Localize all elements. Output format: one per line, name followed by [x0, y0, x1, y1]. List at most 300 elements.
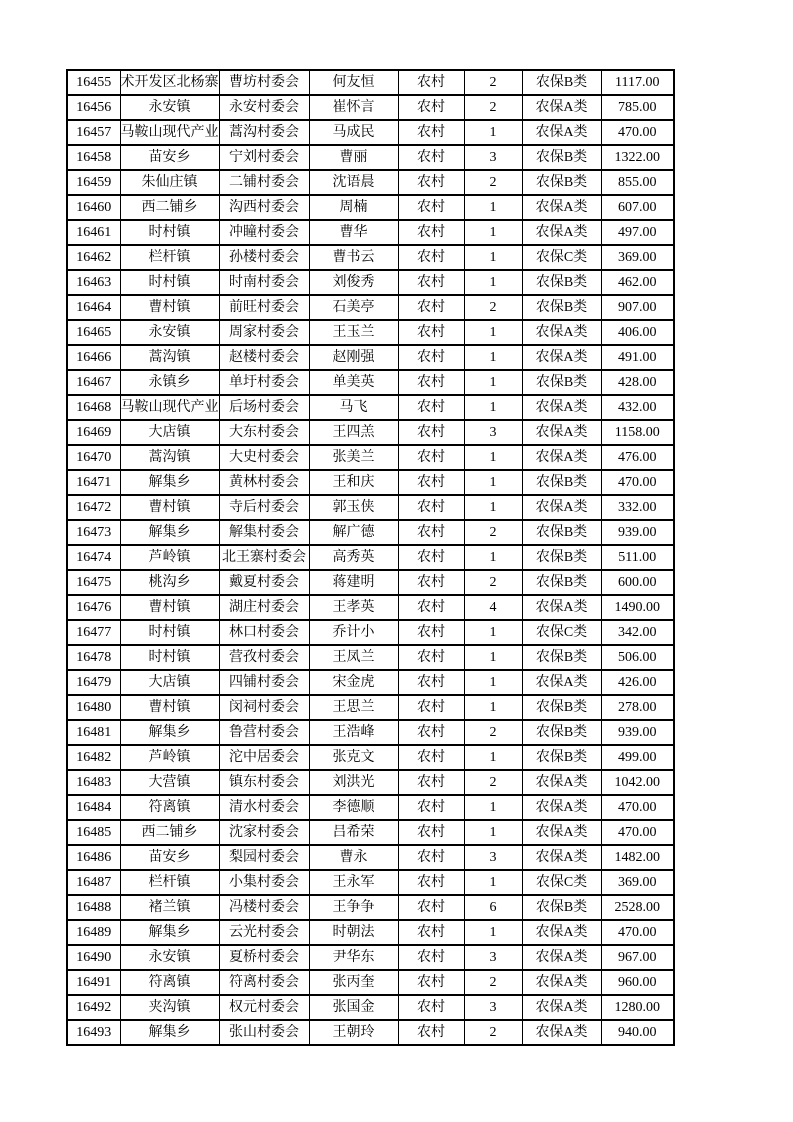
cell-name: 蒋建明	[309, 570, 398, 595]
cell-amount: 1482.00	[601, 845, 674, 870]
table-row	[67, 270, 674, 295]
cell-count: 2	[464, 170, 522, 195]
cell-count: 1	[464, 195, 522, 220]
cell-insurance_category: 农保B类	[522, 145, 601, 170]
table-row	[67, 620, 674, 645]
cell-village: 镇东村委会	[219, 770, 309, 795]
cell-insurance_category: 农保B类	[522, 170, 601, 195]
table-row	[67, 795, 674, 820]
cell-village: 湖庄村委会	[219, 595, 309, 620]
cell-count: 1	[464, 395, 522, 420]
cell-name: 吕希荣	[309, 820, 398, 845]
cell-name: 王争争	[309, 895, 398, 920]
cell-township: 时村镇	[120, 270, 219, 295]
table-row	[67, 545, 674, 570]
table-row	[67, 745, 674, 770]
cell-amount: 939.00	[601, 520, 674, 545]
cell-name: 解广德	[309, 520, 398, 545]
cell-serial: 16468	[67, 395, 120, 420]
cell-name: 王凤兰	[309, 645, 398, 670]
cell-count: 1	[464, 870, 522, 895]
cell-insurance_category: 农保A类	[522, 495, 601, 520]
cell-count: 1	[464, 120, 522, 145]
cell-residence_type: 农村	[398, 345, 464, 370]
table-row	[67, 520, 674, 545]
table-row	[67, 145, 674, 170]
cell-count: 2	[464, 770, 522, 795]
table-row	[67, 345, 674, 370]
cell-serial: 16471	[67, 470, 120, 495]
table-row	[67, 995, 674, 1020]
table-row	[67, 570, 674, 595]
cell-township: 蒿沟镇	[120, 445, 219, 470]
cell-residence_type: 农村	[398, 895, 464, 920]
cell-residence_type: 农村	[398, 145, 464, 170]
cell-residence_type: 农村	[398, 870, 464, 895]
table-row	[67, 170, 674, 195]
cell-amount: 939.00	[601, 720, 674, 745]
cell-serial: 16461	[67, 220, 120, 245]
table-row	[67, 220, 674, 245]
cell-name: 王四羔	[309, 420, 398, 445]
cell-insurance_category: 农保A类	[522, 445, 601, 470]
cell-residence_type: 农村	[398, 220, 464, 245]
cell-township: 夹沟镇	[120, 995, 219, 1020]
cell-village: 周家村委会	[219, 320, 309, 345]
cell-serial: 16472	[67, 495, 120, 520]
cell-name: 赵刚强	[309, 345, 398, 370]
cell-name: 沈语晨	[309, 170, 398, 195]
cell-residence_type: 农村	[398, 420, 464, 445]
cell-serial: 16455	[67, 70, 120, 95]
cell-amount: 470.00	[601, 795, 674, 820]
cell-name: 乔计小	[309, 620, 398, 645]
cell-name: 马成民	[309, 120, 398, 145]
cell-name: 王永军	[309, 870, 398, 895]
cell-insurance_category: 农保A类	[522, 770, 601, 795]
cell-count: 4	[464, 595, 522, 620]
cell-count: 2	[464, 95, 522, 120]
cell-township: 芦岭镇	[120, 545, 219, 570]
cell-village: 蒿沟村委会	[219, 120, 309, 145]
cell-amount: 497.00	[601, 220, 674, 245]
cell-name: 石美亭	[309, 295, 398, 320]
cell-residence_type: 农村	[398, 670, 464, 695]
cell-name: 曹永	[309, 845, 398, 870]
cell-village: 冲瞳村委会	[219, 220, 309, 245]
cell-residence_type: 农村	[398, 845, 464, 870]
table-row	[67, 920, 674, 945]
cell-count: 1	[464, 320, 522, 345]
cell-insurance_category: 农保B类	[522, 70, 601, 95]
cell-village: 赵楼村委会	[219, 345, 309, 370]
cell-name: 时朝法	[309, 920, 398, 945]
cell-residence_type: 农村	[398, 595, 464, 620]
cell-count: 1	[464, 470, 522, 495]
cell-township: 永安镇	[120, 95, 219, 120]
cell-count: 1	[464, 795, 522, 820]
cell-serial: 16480	[67, 695, 120, 720]
table-row	[67, 445, 674, 470]
table-row	[67, 470, 674, 495]
cell-count: 3	[464, 945, 522, 970]
cell-name: 高秀英	[309, 545, 398, 570]
cell-count: 2	[464, 1020, 522, 1045]
cell-insurance_category: 农保B类	[522, 720, 601, 745]
cell-count: 2	[464, 520, 522, 545]
cell-insurance_category: 农保A类	[522, 970, 601, 995]
cell-serial: 16479	[67, 670, 120, 695]
table-row	[67, 970, 674, 995]
cell-amount: 278.00	[601, 695, 674, 720]
cell-residence_type: 农村	[398, 745, 464, 770]
cell-insurance_category: 农保B类	[522, 520, 601, 545]
cell-amount: 1158.00	[601, 420, 674, 445]
cell-serial: 16478	[67, 645, 120, 670]
cell-name: 王朝玲	[309, 1020, 398, 1045]
cell-residence_type: 农村	[398, 695, 464, 720]
cell-residence_type: 农村	[398, 970, 464, 995]
table-row	[67, 820, 674, 845]
table-row	[67, 1020, 674, 1045]
cell-township: 蒿沟镇	[120, 345, 219, 370]
cell-insurance_category: 农保A类	[522, 920, 601, 945]
cell-serial: 16474	[67, 545, 120, 570]
cell-residence_type: 农村	[398, 645, 464, 670]
cell-amount: 907.00	[601, 295, 674, 320]
cell-township: 解集乡	[120, 470, 219, 495]
cell-township: 朱仙庄镇	[120, 170, 219, 195]
cell-count: 1	[464, 645, 522, 670]
cell-name: 刘俊秀	[309, 270, 398, 295]
cell-village: 沟西村委会	[219, 195, 309, 220]
cell-serial: 16482	[67, 745, 120, 770]
cell-name: 王浩峰	[309, 720, 398, 745]
cell-amount: 470.00	[601, 470, 674, 495]
cell-residence_type: 农村	[398, 245, 464, 270]
cell-serial: 16458	[67, 145, 120, 170]
cell-serial: 16487	[67, 870, 120, 895]
cell-township: 时村镇	[120, 645, 219, 670]
cell-village: 云光村委会	[219, 920, 309, 945]
cell-village: 沈家村委会	[219, 820, 309, 845]
cell-name: 张美兰	[309, 445, 398, 470]
cell-count: 6	[464, 895, 522, 920]
cell-serial: 16491	[67, 970, 120, 995]
table-row	[67, 245, 674, 270]
cell-serial: 16489	[67, 920, 120, 945]
cell-village: 鲁营村委会	[219, 720, 309, 745]
cell-township: 苗安乡	[120, 845, 219, 870]
cell-count: 1	[464, 245, 522, 270]
cell-name: 崔怀言	[309, 95, 398, 120]
cell-amount: 470.00	[601, 820, 674, 845]
table-row	[67, 870, 674, 895]
cell-residence_type: 农村	[398, 570, 464, 595]
cell-insurance_category: 农保A类	[522, 595, 601, 620]
cell-township: 永镇乡	[120, 370, 219, 395]
cell-residence_type: 农村	[398, 620, 464, 645]
cell-amount: 406.00	[601, 320, 674, 345]
cell-township: 栏杆镇	[120, 870, 219, 895]
cell-serial: 16456	[67, 95, 120, 120]
cell-amount: 600.00	[601, 570, 674, 595]
cell-name: 刘洪光	[309, 770, 398, 795]
cell-residence_type: 农村	[398, 520, 464, 545]
cell-count: 1	[464, 695, 522, 720]
cell-township: 符离镇	[120, 970, 219, 995]
table-row	[67, 720, 674, 745]
cell-insurance_category: 农保A类	[522, 1020, 601, 1045]
cell-serial: 16485	[67, 820, 120, 845]
cell-count: 1	[464, 220, 522, 245]
cell-count: 1	[464, 620, 522, 645]
table-row	[67, 395, 674, 420]
cell-township: 苗安乡	[120, 145, 219, 170]
cell-serial: 16488	[67, 895, 120, 920]
cell-serial: 16476	[67, 595, 120, 620]
table-row	[67, 195, 674, 220]
table-row	[67, 695, 674, 720]
cell-count: 1	[464, 370, 522, 395]
cell-village: 张山村委会	[219, 1020, 309, 1045]
cell-name: 张克文	[309, 745, 398, 770]
cell-insurance_category: 农保A类	[522, 395, 601, 420]
table-row	[67, 945, 674, 970]
cell-serial: 16473	[67, 520, 120, 545]
table-row	[67, 70, 674, 95]
cell-township: 术开发区北杨寨	[120, 70, 219, 95]
cell-insurance_category: 农保C类	[522, 620, 601, 645]
cell-count: 2	[464, 70, 522, 95]
cell-insurance_category: 农保A类	[522, 220, 601, 245]
cell-insurance_category: 农保A类	[522, 820, 601, 845]
cell-count: 3	[464, 145, 522, 170]
cell-serial: 16467	[67, 370, 120, 395]
cell-insurance_category: 农保B类	[522, 295, 601, 320]
cell-insurance_category: 农保B类	[522, 545, 601, 570]
cell-residence_type: 农村	[398, 370, 464, 395]
cell-insurance_category: 农保B类	[522, 895, 601, 920]
cell-residence_type: 农村	[398, 70, 464, 95]
cell-insurance_category: 农保A类	[522, 320, 601, 345]
cell-count: 1	[464, 270, 522, 295]
cell-name: 王思兰	[309, 695, 398, 720]
cell-name: 张国金	[309, 995, 398, 1020]
cell-amount: 369.00	[601, 870, 674, 895]
cell-amount: 506.00	[601, 645, 674, 670]
cell-name: 王玉兰	[309, 320, 398, 345]
cell-count: 1	[464, 920, 522, 945]
cell-serial: 16486	[67, 845, 120, 870]
cell-name: 马飞	[309, 395, 398, 420]
cell-township: 桃沟乡	[120, 570, 219, 595]
cell-village: 清水村委会	[219, 795, 309, 820]
cell-township: 栏杆镇	[120, 245, 219, 270]
cell-serial: 16466	[67, 345, 120, 370]
cell-village: 孙楼村委会	[219, 245, 309, 270]
cell-village: 后场村委会	[219, 395, 309, 420]
cell-village: 四铺村委会	[219, 670, 309, 695]
cell-residence_type: 农村	[398, 770, 464, 795]
cell-village: 沱中居委会	[219, 745, 309, 770]
cell-village: 时南村委会	[219, 270, 309, 295]
cell-township: 时村镇	[120, 220, 219, 245]
cell-name: 王孝英	[309, 595, 398, 620]
cell-insurance_category: 农保A类	[522, 670, 601, 695]
cell-insurance_category: 农保A类	[522, 95, 601, 120]
cell-name: 单美英	[309, 370, 398, 395]
cell-name: 周楠	[309, 195, 398, 220]
cell-serial: 16492	[67, 995, 120, 1020]
cell-township: 时村镇	[120, 620, 219, 645]
cell-residence_type: 农村	[398, 320, 464, 345]
cell-serial: 16462	[67, 245, 120, 270]
cell-village: 永安村委会	[219, 95, 309, 120]
cell-name: 王和庆	[309, 470, 398, 495]
table-row	[67, 895, 674, 920]
cell-township: 西二铺乡	[120, 820, 219, 845]
cell-residence_type: 农村	[398, 545, 464, 570]
cell-village: 黄林村委会	[219, 470, 309, 495]
cell-township: 解集乡	[120, 920, 219, 945]
cell-village: 宁刘村委会	[219, 145, 309, 170]
cell-insurance_category: 农保A类	[522, 995, 601, 1020]
cell-township: 永安镇	[120, 320, 219, 345]
cell-serial: 16490	[67, 945, 120, 970]
cell-residence_type: 农村	[398, 270, 464, 295]
cell-township: 大店镇	[120, 670, 219, 695]
cell-residence_type: 农村	[398, 720, 464, 745]
cell-village: 夏桥村委会	[219, 945, 309, 970]
cell-village: 大史村委会	[219, 445, 309, 470]
cell-township: 大营镇	[120, 770, 219, 795]
cell-count: 2	[464, 970, 522, 995]
cell-name: 曹华	[309, 220, 398, 245]
cell-insurance_category: 农保C类	[522, 870, 601, 895]
cell-count: 3	[464, 420, 522, 445]
cell-amount: 499.00	[601, 745, 674, 770]
cell-amount: 470.00	[601, 120, 674, 145]
table-row	[67, 370, 674, 395]
cell-name: 何友恒	[309, 70, 398, 95]
cell-name: 曹书云	[309, 245, 398, 270]
cell-village: 符离村委会	[219, 970, 309, 995]
cell-amount: 940.00	[601, 1020, 674, 1045]
cell-township: 芦岭镇	[120, 745, 219, 770]
cell-amount: 785.00	[601, 95, 674, 120]
cell-count: 1	[464, 345, 522, 370]
cell-amount: 1322.00	[601, 145, 674, 170]
cell-township: 曹村镇	[120, 295, 219, 320]
cell-insurance_category: 农保B类	[522, 270, 601, 295]
cell-village: 戴夏村委会	[219, 570, 309, 595]
table-row	[67, 420, 674, 445]
cell-township: 解集乡	[120, 520, 219, 545]
cell-amount: 2528.00	[601, 895, 674, 920]
cell-amount: 432.00	[601, 395, 674, 420]
cell-serial: 16470	[67, 445, 120, 470]
cell-count: 1	[464, 495, 522, 520]
cell-residence_type: 农村	[398, 445, 464, 470]
table-row	[67, 670, 674, 695]
cell-village: 小集村委会	[219, 870, 309, 895]
cell-township: 解集乡	[120, 720, 219, 745]
cell-serial: 16460	[67, 195, 120, 220]
cell-count: 1	[464, 445, 522, 470]
cell-residence_type: 农村	[398, 945, 464, 970]
cell-amount: 470.00	[601, 920, 674, 945]
cell-township: 褚兰镇	[120, 895, 219, 920]
cell-serial: 16459	[67, 170, 120, 195]
cell-amount: 1117.00	[601, 70, 674, 95]
cell-name: 张丙奎	[309, 970, 398, 995]
cell-township: 马鞍山现代产业	[120, 120, 219, 145]
cell-serial: 16469	[67, 420, 120, 445]
insurance-roster-table	[66, 69, 675, 1046]
cell-village: 林口村委会	[219, 620, 309, 645]
cell-amount: 1490.00	[601, 595, 674, 620]
cell-insurance_category: 农保A类	[522, 795, 601, 820]
cell-amount: 332.00	[601, 495, 674, 520]
cell-township: 曹村镇	[120, 495, 219, 520]
cell-name: 曹丽	[309, 145, 398, 170]
cell-township: 大店镇	[120, 420, 219, 445]
cell-residence_type: 农村	[398, 195, 464, 220]
cell-amount: 1042.00	[601, 770, 674, 795]
cell-insurance_category: 农保B类	[522, 470, 601, 495]
table-row	[67, 770, 674, 795]
cell-village: 营孜村委会	[219, 645, 309, 670]
cell-residence_type: 农村	[398, 1020, 464, 1045]
cell-village: 冯楼村委会	[219, 895, 309, 920]
cell-village: 梨园村委会	[219, 845, 309, 870]
cell-serial: 16493	[67, 1020, 120, 1045]
cell-residence_type: 农村	[398, 795, 464, 820]
cell-count: 2	[464, 720, 522, 745]
cell-township: 永安镇	[120, 945, 219, 970]
cell-name: 郭玉侠	[309, 495, 398, 520]
cell-count: 1	[464, 745, 522, 770]
cell-township: 马鞍山现代产业	[120, 395, 219, 420]
cell-insurance_category: 农保B类	[522, 745, 601, 770]
cell-serial: 16481	[67, 720, 120, 745]
cell-amount: 1280.00	[601, 995, 674, 1020]
cell-amount: 342.00	[601, 620, 674, 645]
cell-village: 寺后村委会	[219, 495, 309, 520]
cell-village: 前旺村委会	[219, 295, 309, 320]
table-row	[67, 845, 674, 870]
cell-serial: 16484	[67, 795, 120, 820]
cell-insurance_category: 农保A类	[522, 345, 601, 370]
cell-count: 1	[464, 820, 522, 845]
cell-amount: 426.00	[601, 670, 674, 695]
cell-count: 3	[464, 845, 522, 870]
cell-village: 曹坊村委会	[219, 70, 309, 95]
cell-village: 闵祠村委会	[219, 695, 309, 720]
cell-count: 2	[464, 570, 522, 595]
cell-residence_type: 农村	[398, 120, 464, 145]
cell-residence_type: 农村	[398, 395, 464, 420]
cell-amount: 967.00	[601, 945, 674, 970]
cell-amount: 511.00	[601, 545, 674, 570]
cell-insurance_category: 农保B类	[522, 645, 601, 670]
table-row	[67, 320, 674, 345]
table-body	[67, 70, 674, 1045]
cell-township: 曹村镇	[120, 595, 219, 620]
cell-amount: 462.00	[601, 270, 674, 295]
cell-insurance_category: 农保B类	[522, 570, 601, 595]
